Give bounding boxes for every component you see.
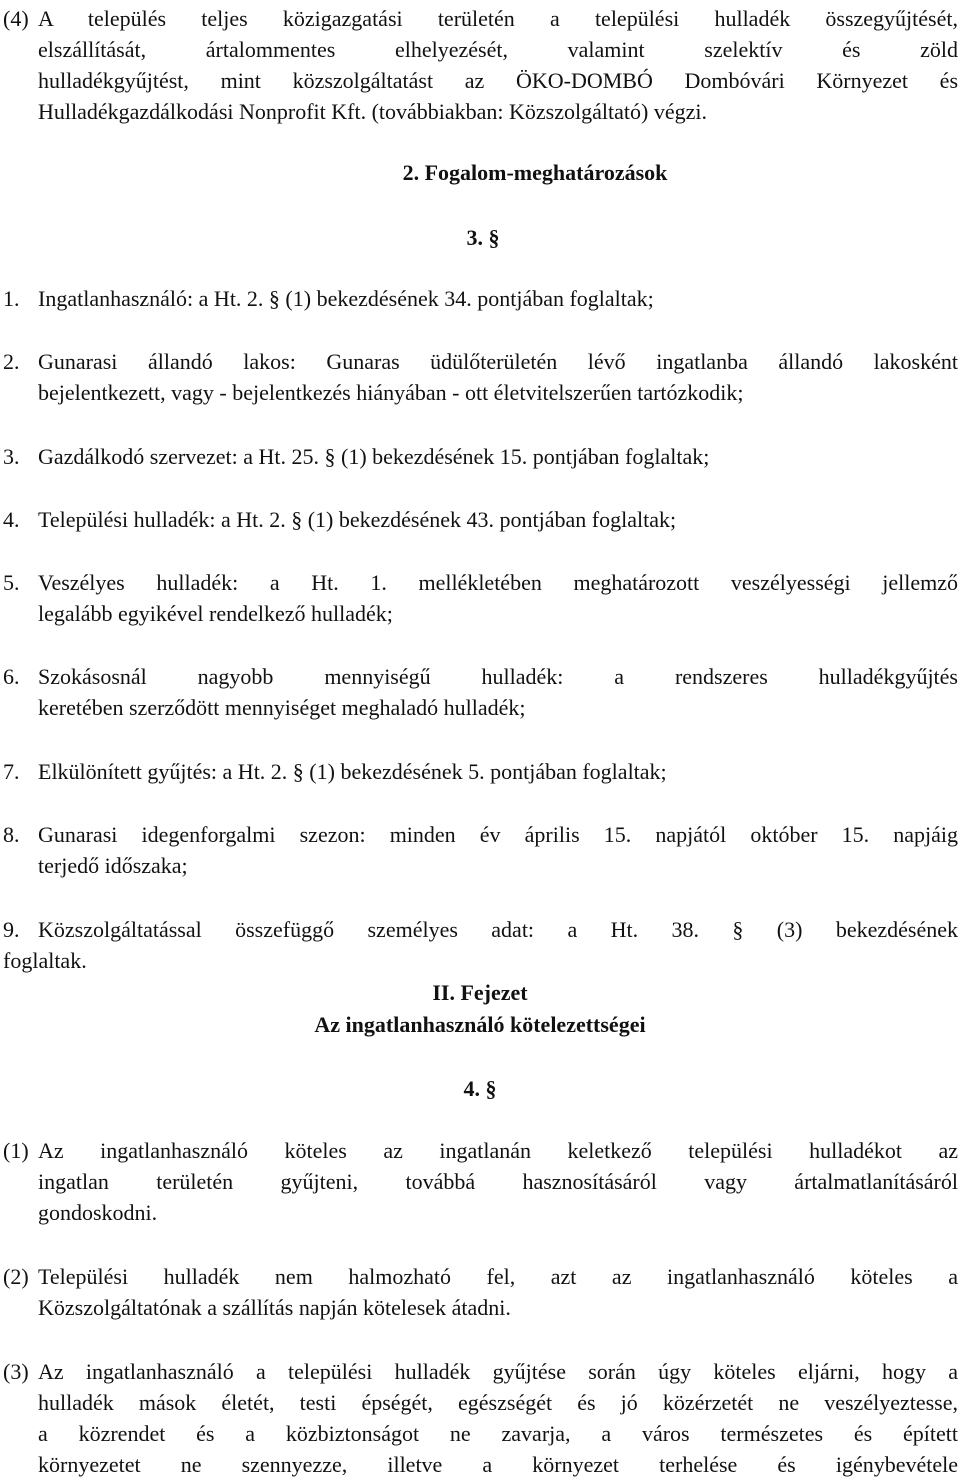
text-line: bejelentkezett, vagy - bejelentkezés hiányában - ott életvitelszerűen tartózkodik;	[38, 380, 744, 405]
definition-text	[38, 819, 958, 881]
section-4-paragraph-2	[3, 1261, 958, 1323]
text-line: elszállítását, ártalommentes elhelyezését, valamint szelektív és zöld	[38, 37, 958, 62]
definition-item-8	[3, 819, 958, 881]
text-line: környezetet ne szennyezze, illetve a környezet terhelése és igénybevétele	[38, 1452, 958, 1477]
text-line	[3, 914, 958, 945]
text-line: Gunarasi idegenforgalmi szezon: minden év április 15. napjától október 15. napjáig	[38, 822, 958, 847]
text-line: a közrendet és a közbiztonságot ne zavarja, a város természetes és épített	[38, 1421, 958, 1446]
paragraph-text	[38, 1135, 958, 1228]
definition-number: 7.	[3, 759, 20, 784]
text-line: terjedő időszaka;	[38, 853, 188, 878]
section-number-4: 4. §	[463, 1076, 497, 1101]
text-line: foglaltak.	[3, 948, 87, 973]
definition-item-7	[3, 756, 958, 787]
text-line: gondoskodni.	[38, 1200, 158, 1225]
text-line: A település teljes közigazgatási területén a települési hulladék összegyűjtését,	[38, 6, 958, 31]
definition-item-6	[3, 661, 958, 723]
definition-item-3	[3, 441, 958, 472]
paragraph-text	[38, 3, 958, 127]
text-line: Gunarasi állandó lakos: Gunaras üdülőterületén lévő ingatlanba állandó lakosként	[38, 349, 958, 374]
definition-number: 3.	[3, 444, 20, 469]
text-line: hulladékgyűjtést, mint közszolgáltatást az ÖKO-DOMBÓ Dombóvári Környezet és	[38, 68, 958, 93]
text-line: Közszolgáltatónak a szállítás napján kötelesek átadni.	[38, 1295, 511, 1320]
section-4-paragraph-1	[3, 1135, 958, 1228]
section-4-paragraph-3	[3, 1356, 958, 1480]
definition-text	[38, 567, 958, 629]
section-heading-definitions: 2. Fogalom-meghatározások	[402, 160, 668, 185]
text-line: ingatlan területén gyűjteni, továbbá hasznosításáról vagy ártalmatlanításáról	[38, 1169, 958, 1194]
definition-number: 1.	[3, 286, 20, 311]
definition-text: Ingatlanhasználó: a Ht. 2. § (1) bekezdésének 34. pontjában foglaltak;	[38, 286, 654, 311]
definition-item-5	[3, 567, 958, 629]
definition-number: 2.	[3, 349, 20, 374]
definition-item-1	[3, 283, 958, 314]
text-line: keretében szerződött mennyiséget meghaladó hulladék;	[38, 695, 526, 720]
definition-number: 9.	[3, 917, 20, 942]
paragraph-number: (2)	[3, 1264, 29, 1289]
text-line: Szokásosnál nagyobb mennyiségű hulladék: a rendszeres hulladékgyűjtés	[38, 664, 958, 689]
chapter-title: Az ingatlanhasználó kötelezettségei	[314, 1012, 646, 1037]
paragraph-4	[3, 3, 958, 127]
definition-item-2	[3, 346, 958, 408]
paragraph-number: (1)	[3, 1138, 29, 1163]
paragraph-text	[38, 1261, 958, 1323]
text-line: Hulladékgazdálkodási Nonprofit Kft. (továbbiakban: Közszolgáltató) végzi.	[38, 99, 707, 124]
definition-text: Gazdálkodó szervezet: a Ht. 25. § (1) bekezdésének 15. pontjában foglaltak;	[38, 444, 710, 469]
definition-item-9	[3, 914, 958, 976]
definition-item-4	[3, 504, 958, 535]
paragraph-number: (3)	[3, 1359, 29, 1384]
text-line: Az ingatlanhasználó köteles az ingatlanán keletkező települési hulladékot az	[38, 1138, 958, 1163]
definition-text: Települési hulladék: a Ht. 2. § (1) bekezdésének 43. pontjában foglaltak;	[38, 507, 677, 532]
definition-number: 4.	[3, 507, 20, 532]
definition-number: 5.	[3, 570, 20, 595]
definition-text	[38, 346, 958, 408]
text-line: Veszélyes hulladék: a Ht. 1. mellékletében meghatározott veszélyességi jellemző	[38, 570, 958, 595]
definition-text: Elkülönített gyűjtés: a Ht. 2. § (1) bekezdésének 5. pontjában foglaltak;	[38, 759, 667, 784]
definition-text: Közszolgáltatással összefüggő személyes adat: a Ht. 38. § (3) bekezdésének	[38, 917, 958, 942]
paragraph-text	[38, 1356, 958, 1480]
definition-text	[38, 661, 958, 723]
definition-number: 8.	[3, 822, 20, 847]
definition-number: 6.	[3, 664, 20, 689]
text-line: Települési hulladék nem halmozható fel, azt az ingatlanhasználó köteles a	[38, 1264, 958, 1289]
text-line: legalább egyikével rendelkező hulladék;	[38, 601, 393, 626]
text-line: hulladék mások életét, testi épségét, egészségét és jó közérzetét ne veszélyeztesse,	[38, 1390, 958, 1415]
section-number-3: 3. §	[466, 225, 500, 250]
text-line: Az ingatlanhasználó a települési hulladék gyűjtése során úgy köteles eljárni, hogy a	[38, 1359, 958, 1384]
paragraph-number: (4)	[3, 6, 29, 31]
chapter-number: II. Fejezet	[432, 980, 528, 1005]
